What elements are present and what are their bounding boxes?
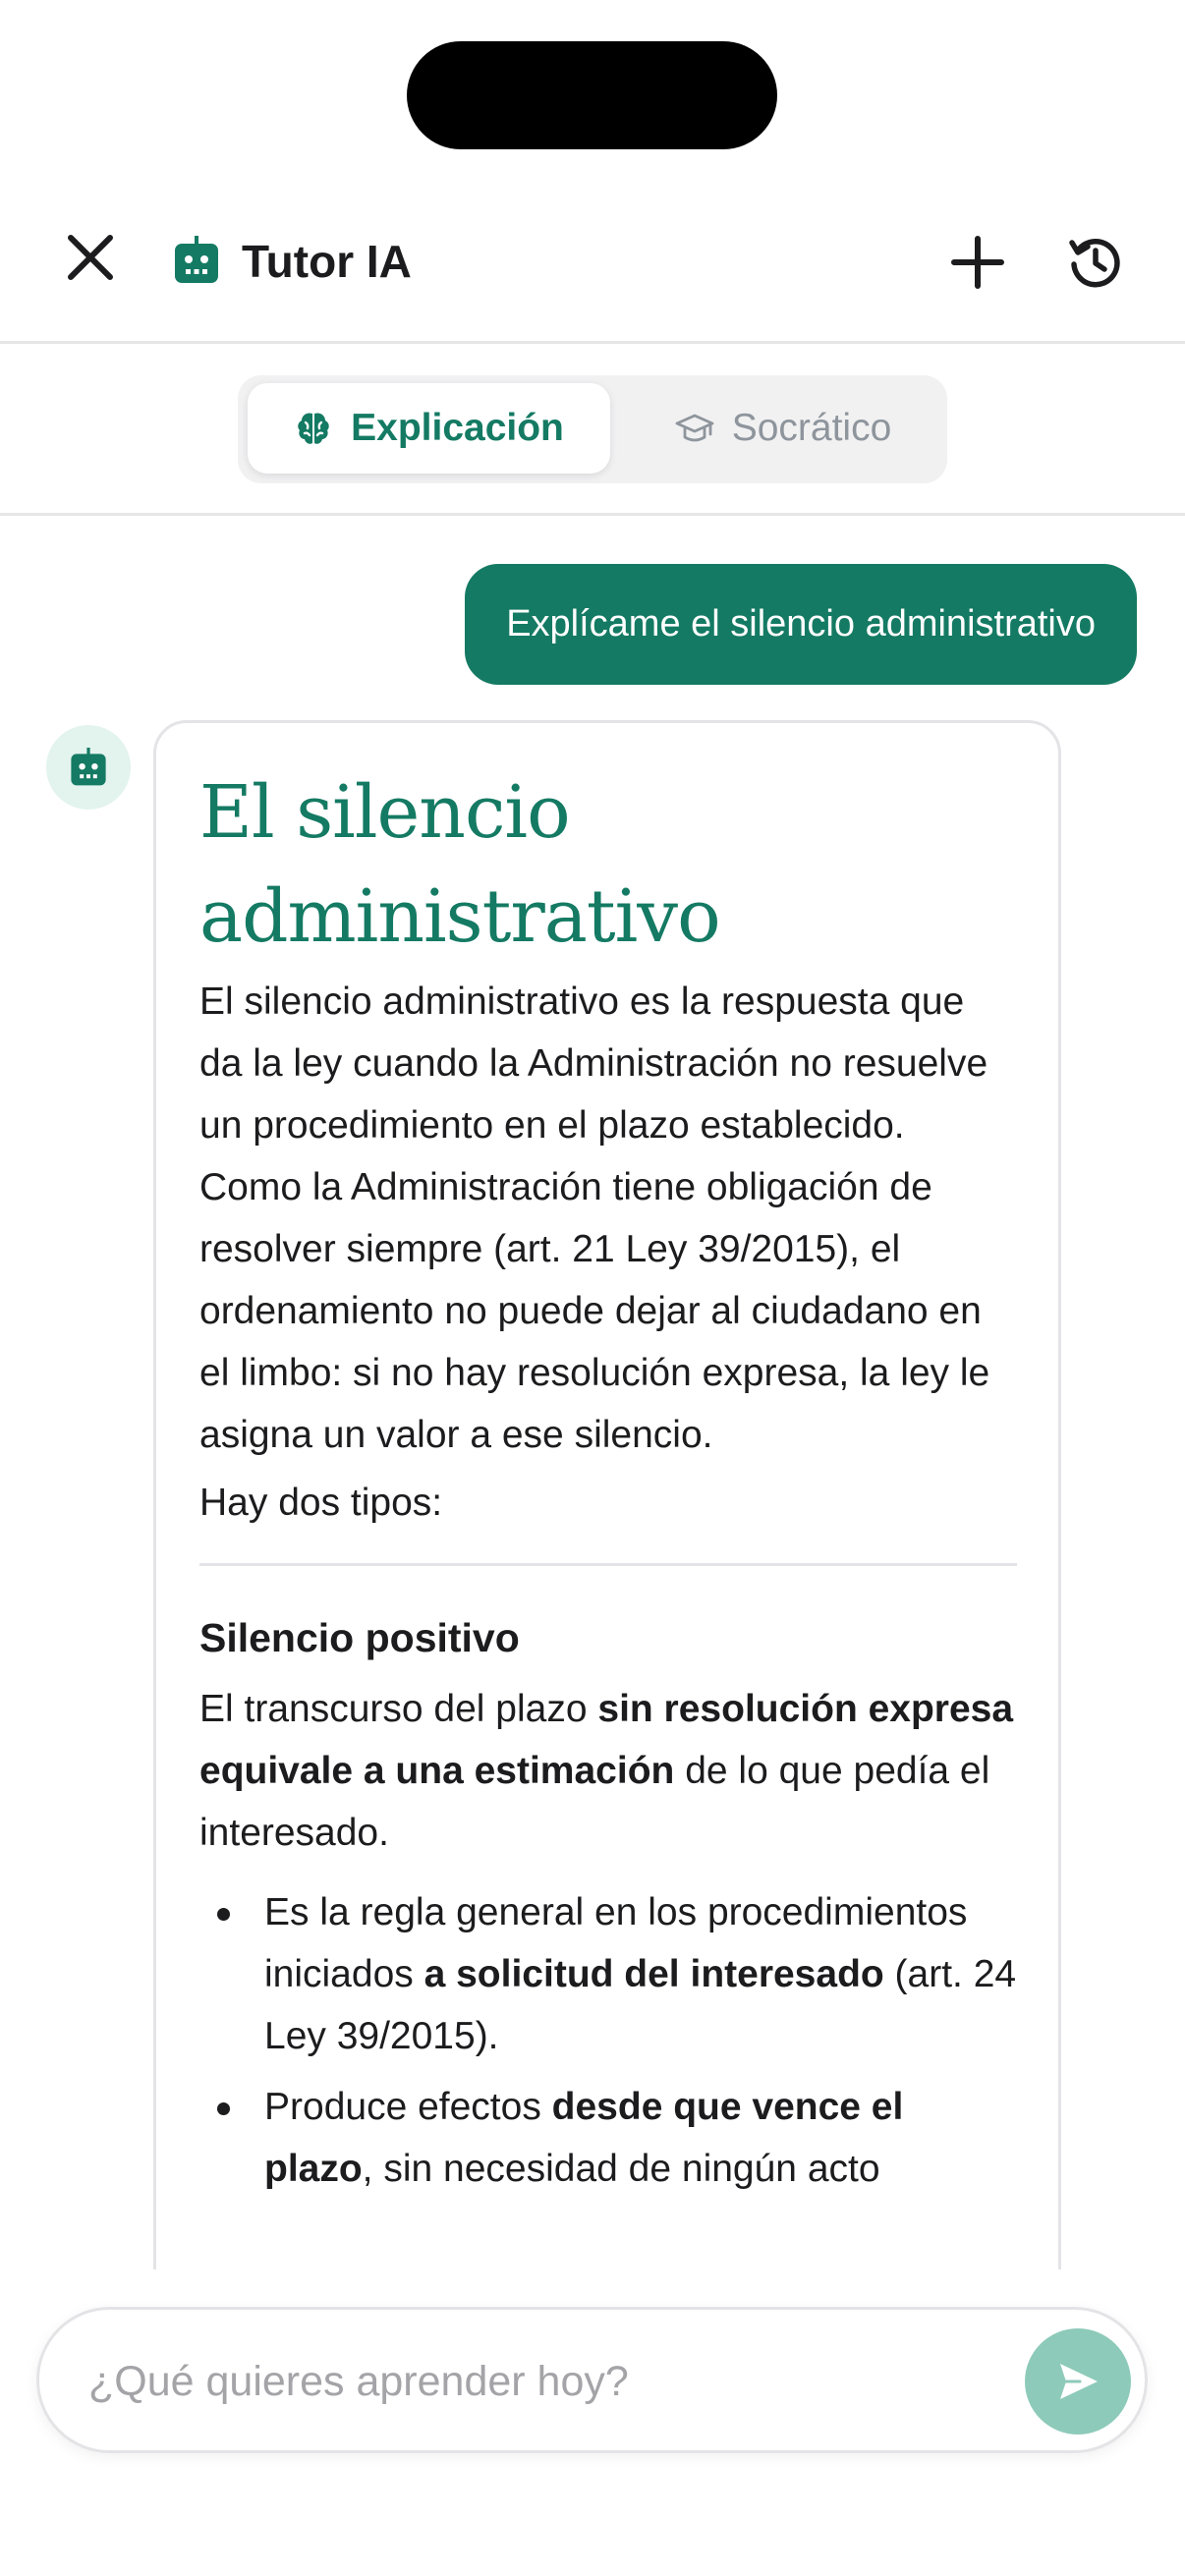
message-input[interactable] <box>88 2349 1002 2414</box>
tab-explicacion[interactable] <box>248 383 610 474</box>
list-item: Produce efectos desde que vence el plazo, sin necesidad de ningún acto <box>199 2076 1017 2200</box>
bot-avatar <box>46 725 131 810</box>
section-definition: El transcurso del plazo sin resolución expresa equivale a una estimación de lo que pedía el interesado. <box>199 1688 1014 1854</box>
types-intro: Hay dos tipos: <box>199 1482 443 1524</box>
brain-icon <box>294 409 333 448</box>
close-button[interactable] <box>61 228 120 287</box>
tab-socratico[interactable] <box>625 383 941 474</box>
user-message: Explícame el silencio administrativo <box>465 564 1137 685</box>
dynamic-island <box>407 41 777 149</box>
composer-area <box>0 2269 1185 2576</box>
plus-icon <box>948 233 1007 292</box>
send-icon <box>1054 2358 1101 2405</box>
bot-response-card <box>153 720 1061 2269</box>
history-button[interactable] <box>1066 233 1125 292</box>
new-chat-button[interactable] <box>948 233 1007 292</box>
bullet-list <box>199 1881 1017 2200</box>
graduation-cap-icon <box>675 409 714 448</box>
chat-scroll-area[interactable] <box>0 519 1185 2269</box>
list-item: Es la regla general en los procedimientos iniciados a solicitud del interesado (art. 24 Ley 39/2015). <box>199 1881 1017 2067</box>
bot-icon <box>173 236 220 285</box>
section-heading: Silencio positivo <box>199 1615 520 1660</box>
divider <box>199 1563 1017 1566</box>
tab-label: Explicación <box>351 407 564 449</box>
close-icon <box>61 228 120 287</box>
bot-icon <box>69 748 108 787</box>
history-icon <box>1066 233 1125 292</box>
chat-title: Tutor IA <box>242 236 412 287</box>
send-button[interactable] <box>1025 2328 1131 2435</box>
response-title: El silencio administrativo <box>199 770 720 959</box>
tab-label: Socrático <box>731 407 892 449</box>
response-intro: El silencio administrativo es la respuesta que da la ley cuando la Administración no resuelve un procedimiento en el plazo establecido. Como la Administración tiene obligación de resolver siempre (art. 21 Ley 39/2015), el ordenamiento no puede dejar al ciudadano en el limbo: si no hay resolución expresa, la ley le asigna un valor a ese silencio. <box>199 980 990 1456</box>
message-input-container <box>36 2307 1148 2453</box>
